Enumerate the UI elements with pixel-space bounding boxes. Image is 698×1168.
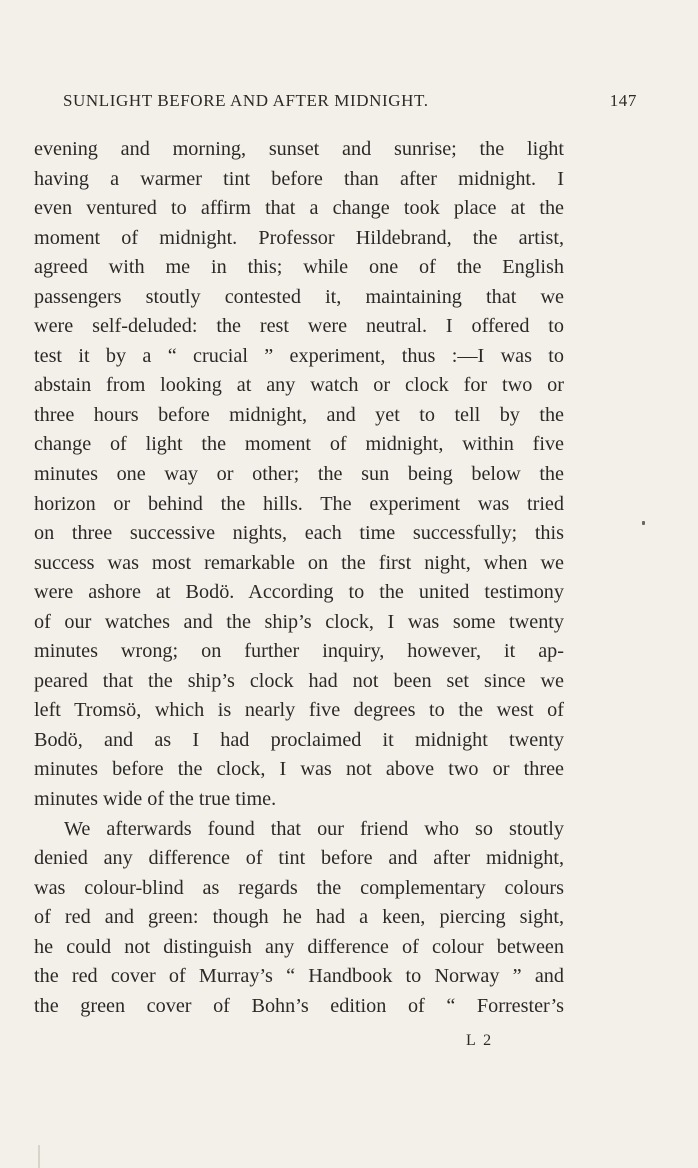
gutter-mark [38,1145,40,1168]
text-line: minutes wide of the true time. [34,788,277,811]
text-line: agreed with me in this; while one of the English [34,256,564,279]
running-title: SUNLIGHT BEFORE AND AFTER MIDNIGHT. [63,91,429,110]
text-line: abstain from looking at any watch or clock for two or [34,374,564,397]
text-line: We afterwards found that our friend who so stoutly [64,817,564,840]
text-line: on three successive nights, each time successfully; this [34,522,564,545]
text-line: minutes one way or other; the sun being below the [34,463,564,486]
text-line: moment of midnight. Professor Hildebrand, the artist, [34,226,564,249]
text-line: success was most remarkable on the first night, when we [34,551,564,574]
text-line: change of light the moment of midnight, within five [34,433,564,456]
text-line: minutes before the clock, I was not above two or three [34,758,564,781]
text-line: passengers stoutly contested it, maintaining that we [34,285,564,308]
text-line: of red and green: though he had a keen, piercing sight, [34,906,564,929]
text-line: he could not distinguish any difference of colour between [34,935,564,958]
text-line: left Tromsö, which is nearly five degrees to the west of [34,699,564,722]
text-line: denied any difference of tint before and after midnight, [34,847,564,870]
text-line: evening and morning, sunset and sunrise; the light [34,138,564,160]
text-line: minutes wrong; on further inquiry, however, it ap- [34,640,564,663]
text-line: peared that the ship’s clock had not been set since we [34,669,564,692]
text-line: were self-deluded: the rest were neutral. I offered to [34,315,564,338]
running-header [63,91,637,115]
text-line: of our watches and the ship’s clock, I was some twenty [34,610,564,633]
text-line: the green cover of Bohn’s edition of “ Forrester’s [34,994,564,1017]
text-line: even ventured to affirm that a change took place at the [34,197,564,220]
page-number: 147 [609,91,637,110]
paragraph [34,815,564,1022]
body-text [34,135,564,1021]
text-line: was colour-blind as regards the complementary colours [34,876,564,899]
text-line: Bodö, and as I had proclaimed it midnight twenty [34,728,564,751]
signature-mark: L 2 [466,1032,494,1049]
text-line: were ashore at Bodö. According to the united testimony [34,581,564,604]
text-line: having a warmer tint before than after midnight. I [34,167,564,190]
paragraph [34,135,564,815]
text-line: the red cover of Murray’s “ Handbook to Norway ” and [34,965,564,988]
text-line: horizon or behind the hills. The experiment was tried [34,492,564,515]
ink-speck [642,521,645,525]
text-line: three hours before midnight, and yet to tell by the [34,403,564,426]
text-line: test it by a “ crucial ” experiment, thus :—I was to [34,344,564,367]
